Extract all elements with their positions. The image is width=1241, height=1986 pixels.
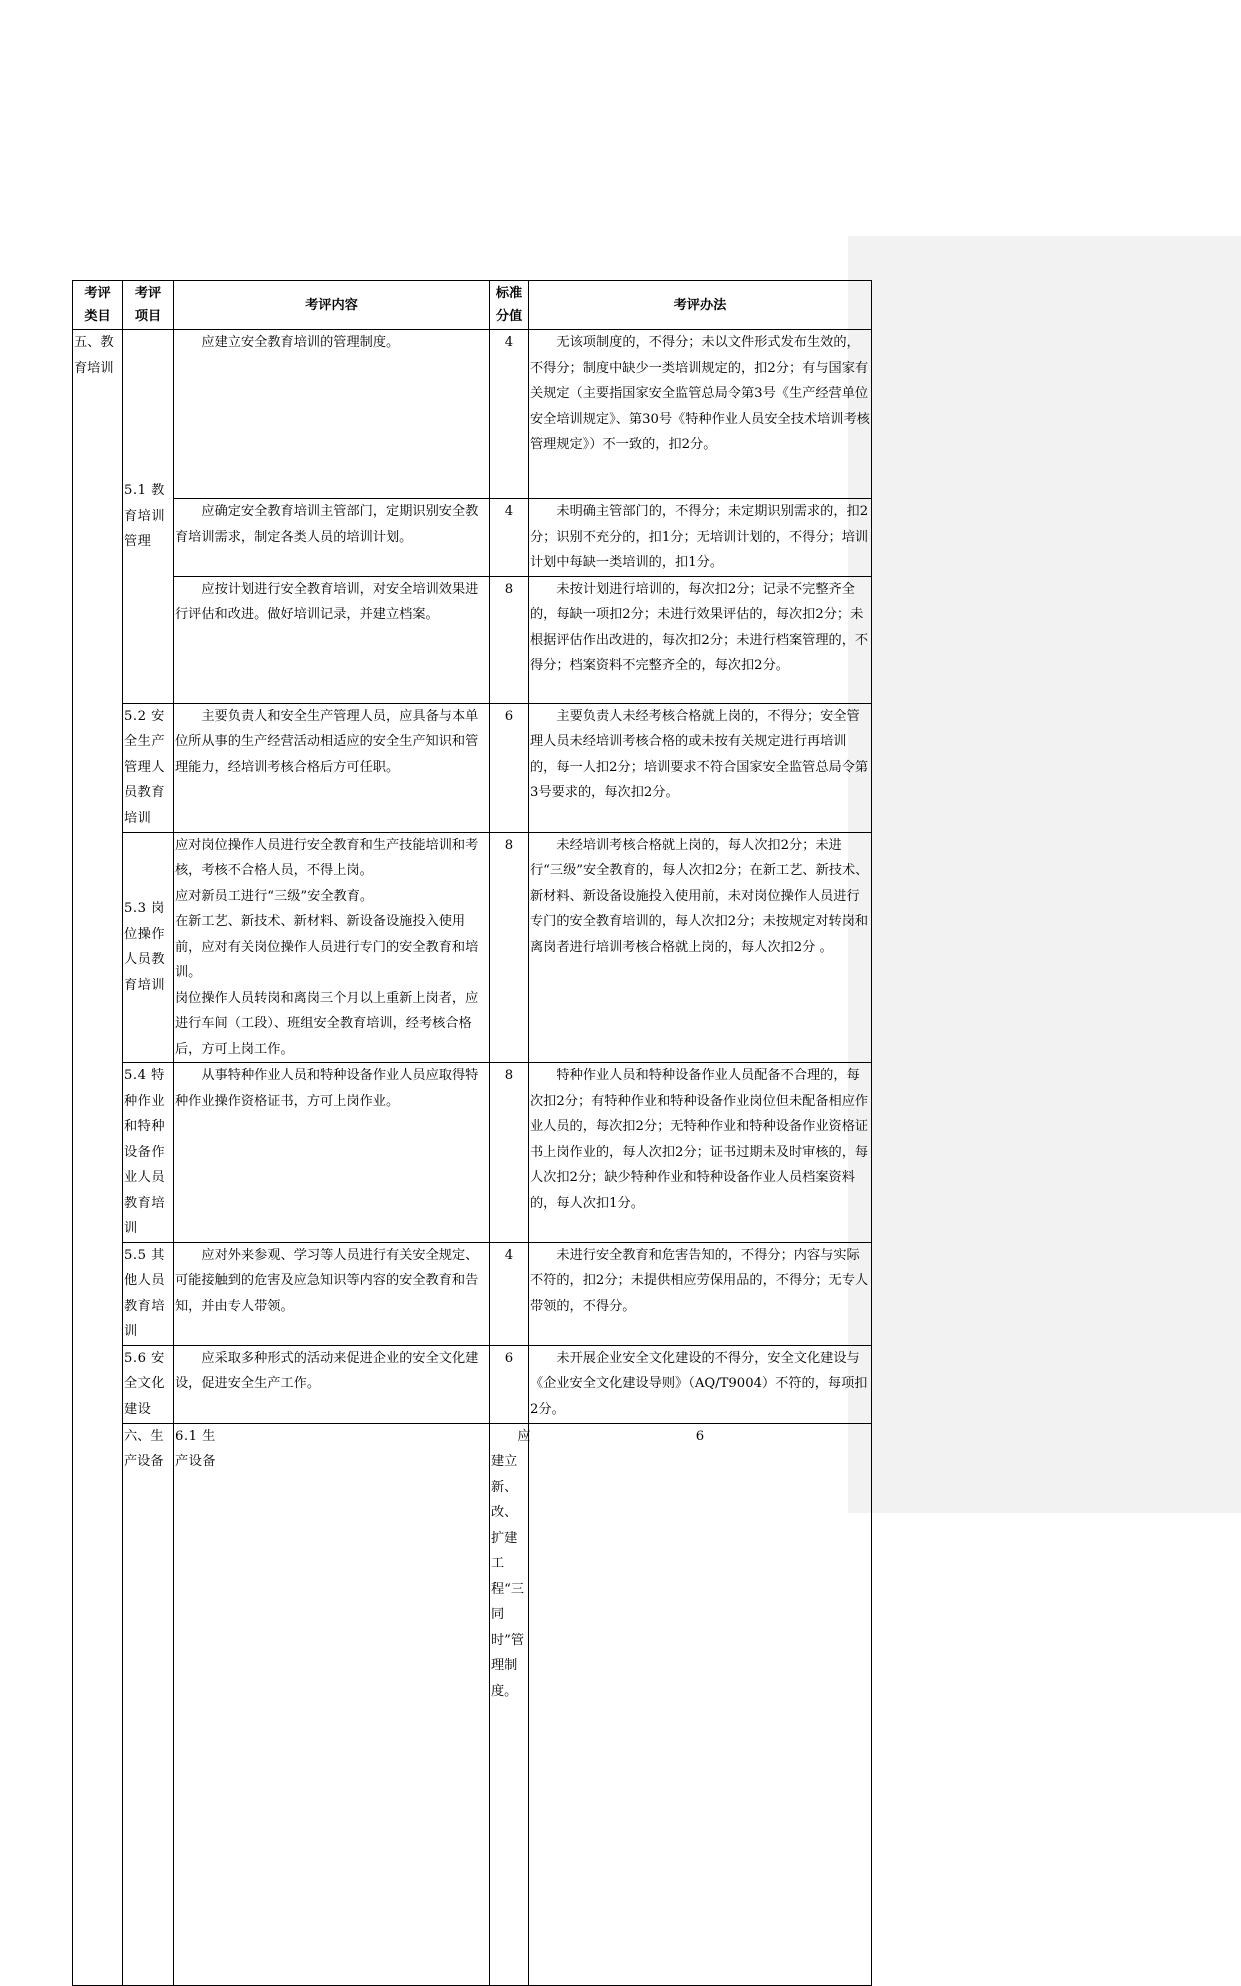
item-label: 5.4 特 种作业 和特种 设备作 业人员 教育培 训 [124,1068,166,1236]
method-text: 无该项制度的，不得分；未以文件形式发布生效的，不得分；制度中缺少一类培训规定的，扣2分；有与国家有关规定（主要指国家安全监管总局令第3号《生产经营单位安全培训规定》、第30号《特种作业人员安全技术培训考核管理规定》）不一致的，扣2分。 [530,335,870,452]
content-text: 应建立新、改、扩建工程“三同时”管理制度。 [491,1428,531,1699]
item-5-2 [123,703,174,832]
score-value: 8 [504,581,514,597]
header-row [73,281,872,330]
method-cell [529,1063,872,1243]
item-6-1 [174,1423,490,1985]
table-row [73,832,872,1063]
item-label: 5.2 安 全生产 管理人 员教育 培训 [124,708,166,826]
item-label: 5.3 岗 位操作 人员教 育培训 [124,901,166,993]
item-5-6 [123,1345,174,1423]
content-text: 从事特种作业人员和特种设备作业人员应取得特种作业操作资格证书，方可上岗作业。 [175,1068,479,1109]
table-row [73,1345,872,1423]
category-label: 五、教 育培训 [74,335,114,376]
table-row [73,499,872,577]
score-value: 6 [504,1350,514,1366]
content-cell [174,703,490,832]
method-text: 主要负责人未经考核合格就上岗的，不得分；安全管理人员未经培训考核合格的或未按有关规定进行再培训的，每一人扣2分；培训要求不符合国家安全监管总局令第3号要求的，每次扣2分。 [530,708,869,800]
item-label: 6.1 生 产设备 [175,1428,217,1469]
header-category: 考评 类目 [73,281,123,330]
method-cell [529,1242,872,1345]
method-cell [529,499,872,577]
category-label: 六、生 产设备 [124,1428,164,1469]
content-text: 应采取多种形式的活动来促进企业的安全文化建设，促进安全生产工作。 [175,1350,479,1391]
method-text: 未明确主管部门的，不得分；未定期识别需求的，扣2分；识别不充分的，扣1分；无培训计划的，不得分；培训计划中每缺一类培训的，扣1分。 [530,504,869,570]
table-row [73,1423,872,1985]
category-production-equipment [123,1423,174,1985]
content-cell [490,1423,529,1985]
method-cell [529,576,872,703]
content-cell [174,1242,490,1345]
header-content: 考评内容 [174,281,490,330]
score-cell [490,1242,529,1345]
content-text: 应建立安全教育培训的管理制度。 [201,335,400,350]
assessment-table [72,280,872,1986]
header-item: 考评 项目 [123,281,174,330]
method-cell [529,1345,872,1423]
item-label: 5.6 安 全文化 建设 [124,1350,166,1417]
item-5-1 [123,330,174,704]
score-value: 4 [504,1247,514,1263]
content-cell [174,576,490,703]
score-cell [490,1063,529,1243]
table-row [73,703,872,832]
method-cell [529,330,872,499]
method-text: 未进行安全教育和危害告知的，不得分；内容与实际不符的，扣2分；未提供相应劳保用品的，不得分；无专人带领的，不得分。 [530,1247,869,1314]
table-row [73,1242,872,1345]
score-cell [490,576,529,703]
score-cell [529,1423,872,1985]
score-value: 6 [504,708,514,724]
method-text: 未经培训考核合格就上岗的，每人次扣2分；未进行“三级”安全教育的，每人次扣2分；在新工艺、新技术、新材料、新设备设施投入使用前，未对岗位操作人员进行专门的安全教育培训的，每人次扣2分；未按规定对转岗和离岗者进行培训考核合格就上岗的，每人次扣2分 。 [530,837,869,955]
method-cell [529,703,872,832]
content-text: 岗位操作人员转岗和离岗三个月以上重新上岗者，应进行车间（工段）、班组安全教育培训，经考核合格后，方可上岗工作。 [175,990,479,1057]
content-cell [174,832,490,1063]
header-method: 考评办法 [529,281,872,330]
method-text: 未按计划进行培训的，每次扣2分；记录不完整齐全的，每缺一项扣2分；未进行效果评估的，每次扣2分；未根据评估作出改进的，每次扣2分；未进行档案管理的，不得分；档案资料不完整齐全的，每次扣2分。 [530,581,869,673]
content-text: 应按计划进行安全教育培训，对安全培训效果进行评估和改进。做好培训记录，并建立档案。 [175,581,479,622]
table-row [73,1063,872,1243]
content-cell [174,1345,490,1423]
content-text: 主要负责人和安全生产管理人员，应具备与本单位所从事的生产经营活动相适应的安全生产知识和管理能力，经培训考核合格后方可任职。 [175,708,479,775]
table-row [73,330,872,499]
category-education-training [73,330,123,1986]
content-text: 应对岗位操作人员进行安全教育和生产技能培训和考核，考核不合格人员，不得上岗。 [175,837,479,878]
score-value: 4 [504,335,514,350]
item-5-3 [123,832,174,1063]
item-label: 5.5 其 他人员 教育培 训 [124,1247,166,1339]
header-score: 标准 分值 [490,281,529,330]
method-text: 未开展企业安全文化建设的不得分，安全文化建设与《企业安全文化建设导则》（AQ/T9004）不符的，每项扣2分。 [530,1350,868,1417]
item-label: 5.1 教 育培训 管理 [124,483,166,549]
score-cell [490,1345,529,1423]
content-text: 应对外来参观、学习等人员进行有关安全规定、可能接触到的危害及应急知识等内容的安全教育和告知，并由专人带领。 [175,1247,479,1314]
content-cell [174,330,490,499]
content-text: 应确定安全教育培训主管部门，定期识别安全教育培训需求，制定各类人员的培训计划。 [175,504,479,545]
method-cell [529,832,872,1063]
score-cell [490,499,529,577]
score-value: 6 [695,1428,705,1444]
method-text: 特种作业人员和特种设备作业人员配备不合理的，每次扣2分；有特种作业和特种设备作业岗位但未配备相应作业人员的，每次扣2分；无特种作业和特种设备作业资格证书上岗作业的，每人次扣2分；证书过期未及时审核的，每人次扣2分；缺少特种作业和特种设备作业人员档案资料的，每人次扣1分。 [530,1068,869,1211]
content-cell [174,1063,490,1243]
table-row [73,576,872,703]
score-cell [490,832,529,1063]
side-panel [848,236,1241,1513]
score-value: 8 [504,1068,514,1083]
content-cell [174,499,490,577]
score-value: 8 [504,837,514,853]
content-text: 应对新员工进行“三级”安全教育。 [175,888,374,904]
score-cell [490,703,529,832]
content-text: 在新工艺、新技术、新材料、新设备设施投入使用前，应对有关岗位操作人员进行专门的安全教育和培训。 [175,914,479,980]
score-value: 4 [504,504,514,519]
item-5-5 [123,1242,174,1345]
score-cell [490,330,529,499]
item-5-4 [123,1063,174,1243]
